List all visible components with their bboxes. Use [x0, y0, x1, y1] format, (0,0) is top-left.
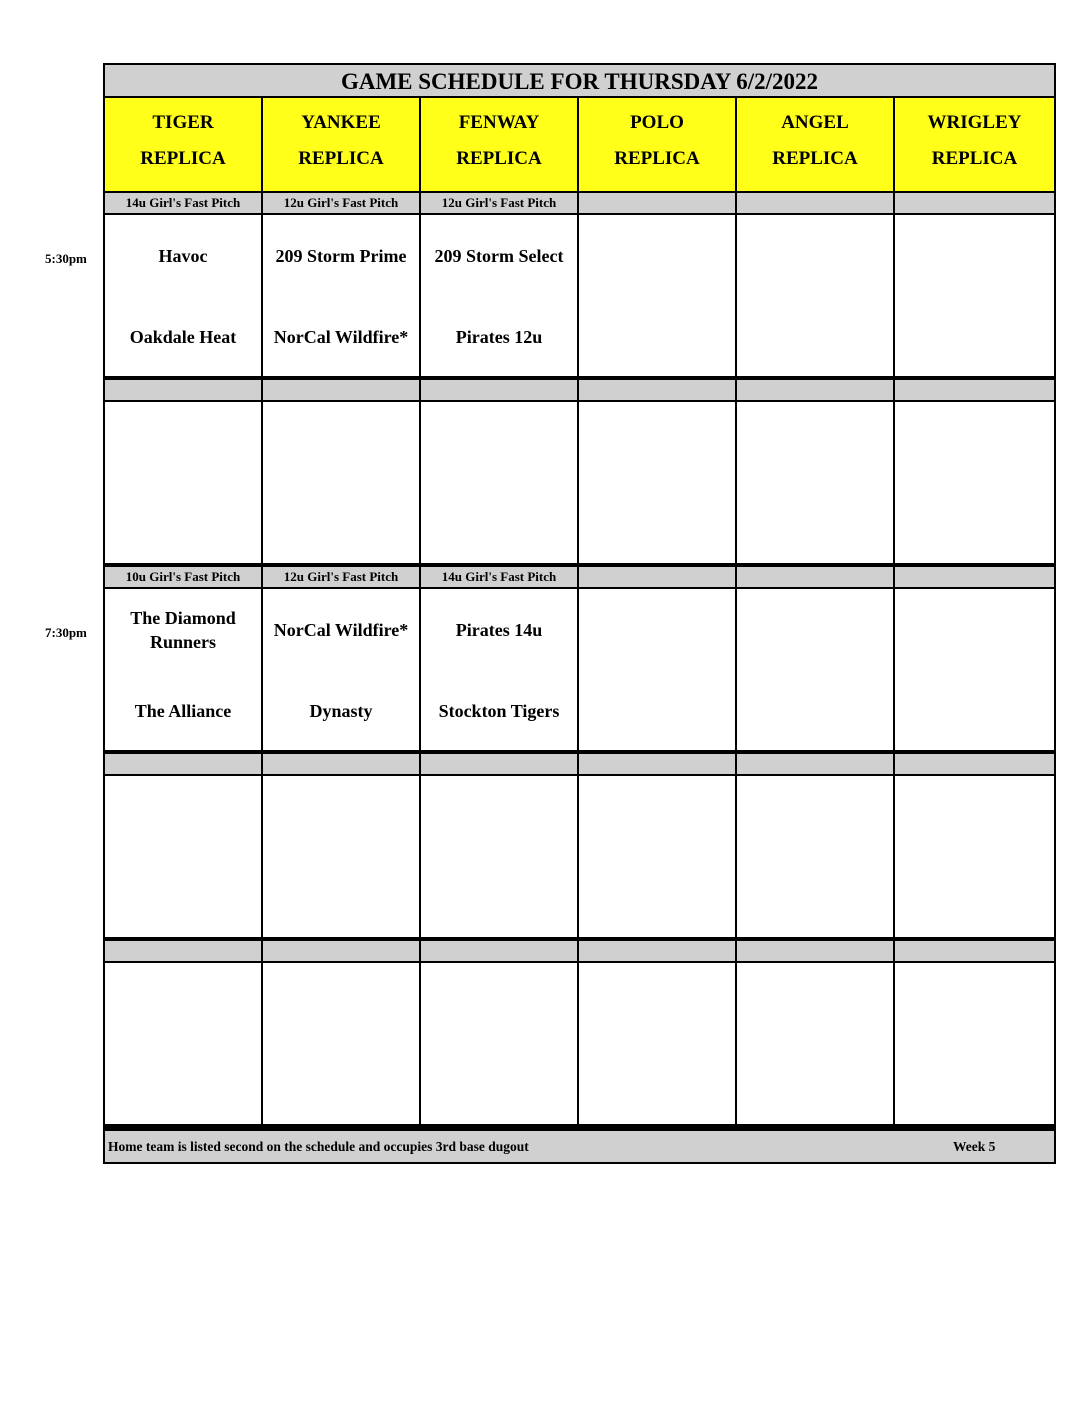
division-cell — [737, 380, 893, 400]
division-cell — [105, 754, 261, 774]
division-cell — [421, 380, 577, 400]
home-team: NorCal Wildfire* — [273, 327, 409, 347]
game-slot — [579, 963, 735, 1124]
game-slot — [421, 215, 577, 376]
field-header-angel — [737, 98, 893, 191]
schedule-title: GAME SCHEDULE FOR THURSDAY 6/2/2022 — [105, 65, 1054, 96]
game-slot — [737, 215, 893, 376]
game-slot — [105, 589, 261, 750]
division-cell — [737, 193, 893, 213]
field-header-tiger — [105, 98, 261, 191]
division-cell — [895, 380, 1054, 400]
away-team: 209 Storm Prime — [275, 246, 407, 266]
away-team: The Diamond Runners — [130, 608, 236, 652]
division-cell — [579, 567, 735, 587]
division-cell — [579, 380, 735, 400]
field-subtitle: REPLICA — [772, 148, 858, 169]
division-cell — [579, 941, 735, 961]
game-slot — [263, 589, 419, 750]
game-slot — [579, 402, 735, 563]
week-label: Week 5 — [953, 1139, 996, 1154]
game-slot — [263, 215, 419, 376]
field-subtitle: REPLICA — [456, 148, 542, 169]
field-name: YANKEE — [301, 112, 381, 133]
away-team: 209 Storm Select — [434, 246, 564, 266]
time-label-730: 7:30pm — [45, 625, 87, 640]
field-header-fenway — [421, 98, 577, 191]
game-slot — [421, 589, 577, 750]
field-header-wrigley — [895, 98, 1054, 191]
division-cell — [737, 567, 893, 587]
division-cell — [421, 754, 577, 774]
field-name: WRIGLEY — [927, 112, 1022, 133]
field-subtitle: REPLICA — [614, 148, 700, 169]
division-cell: 12u Girl's Fast Pitch — [263, 193, 419, 213]
away-team: Havoc — [158, 246, 208, 266]
field-subtitle: REPLICA — [140, 148, 226, 169]
schedule-table — [103, 63, 1056, 1164]
division-cell — [263, 380, 419, 400]
division-cell — [579, 193, 735, 213]
game-slot — [737, 776, 893, 937]
division-cell — [737, 754, 893, 774]
division-cell — [895, 754, 1054, 774]
field-subtitle: REPLICA — [931, 148, 1018, 169]
division-cell — [263, 941, 419, 961]
time-label-530: 5:30pm — [45, 251, 87, 266]
field-name: POLO — [630, 112, 684, 133]
game-slot — [895, 402, 1054, 563]
field-name: ANGEL — [781, 112, 849, 133]
game-slot — [263, 776, 419, 937]
game-slot — [579, 776, 735, 937]
away-team: Pirates 14u — [455, 620, 543, 640]
game-slot — [737, 589, 893, 750]
field-name: FENWAY — [458, 112, 540, 133]
game-slot — [421, 776, 577, 937]
away-team: NorCal Wildfire* — [273, 620, 409, 640]
home-team: Oakdale Heat — [129, 327, 237, 347]
division-cell: 12u Girl's Fast Pitch — [263, 567, 419, 587]
footer-note: Home team is listed second on the schedule and occupies 3rd base dugout — [108, 1139, 529, 1154]
game-slot — [421, 963, 577, 1124]
game-slot — [263, 402, 419, 563]
game-slot — [895, 215, 1054, 376]
home-team: Stockton Tigers — [438, 701, 560, 721]
division-cell — [105, 380, 261, 400]
home-team: Dynasty — [309, 701, 373, 721]
game-slot — [895, 776, 1054, 937]
division-cell: 14u Girl's Fast Pitch — [105, 193, 261, 213]
schedule-footer — [105, 1131, 1054, 1162]
game-slot — [105, 963, 261, 1124]
field-name: TIGER — [152, 112, 214, 133]
division-cell — [105, 941, 261, 961]
division-cell: 12u Girl's Fast Pitch — [421, 193, 577, 213]
division-cell — [895, 193, 1054, 213]
field-subtitle: REPLICA — [298, 148, 384, 169]
game-slot — [421, 402, 577, 563]
game-slot — [737, 963, 893, 1124]
division-cell: 10u Girl's Fast Pitch — [105, 567, 261, 587]
game-slot — [105, 402, 261, 563]
game-slot — [895, 589, 1054, 750]
game-slot — [579, 215, 735, 376]
field-header-polo — [579, 98, 735, 191]
division-cell — [579, 754, 735, 774]
division-cell — [895, 941, 1054, 961]
game-slot — [579, 589, 735, 750]
division-cell — [895, 567, 1054, 587]
game-slot — [895, 963, 1054, 1124]
game-slot — [263, 963, 419, 1124]
home-team: The Alliance — [134, 701, 232, 721]
division-cell — [421, 941, 577, 961]
division-cell — [263, 754, 419, 774]
field-header-yankee — [263, 98, 419, 191]
game-slot — [105, 215, 261, 376]
game-slot — [737, 402, 893, 563]
game-slot — [105, 776, 261, 937]
division-cell — [737, 941, 893, 961]
home-team: Pirates 12u — [455, 327, 543, 347]
division-cell: 14u Girl's Fast Pitch — [421, 567, 577, 587]
